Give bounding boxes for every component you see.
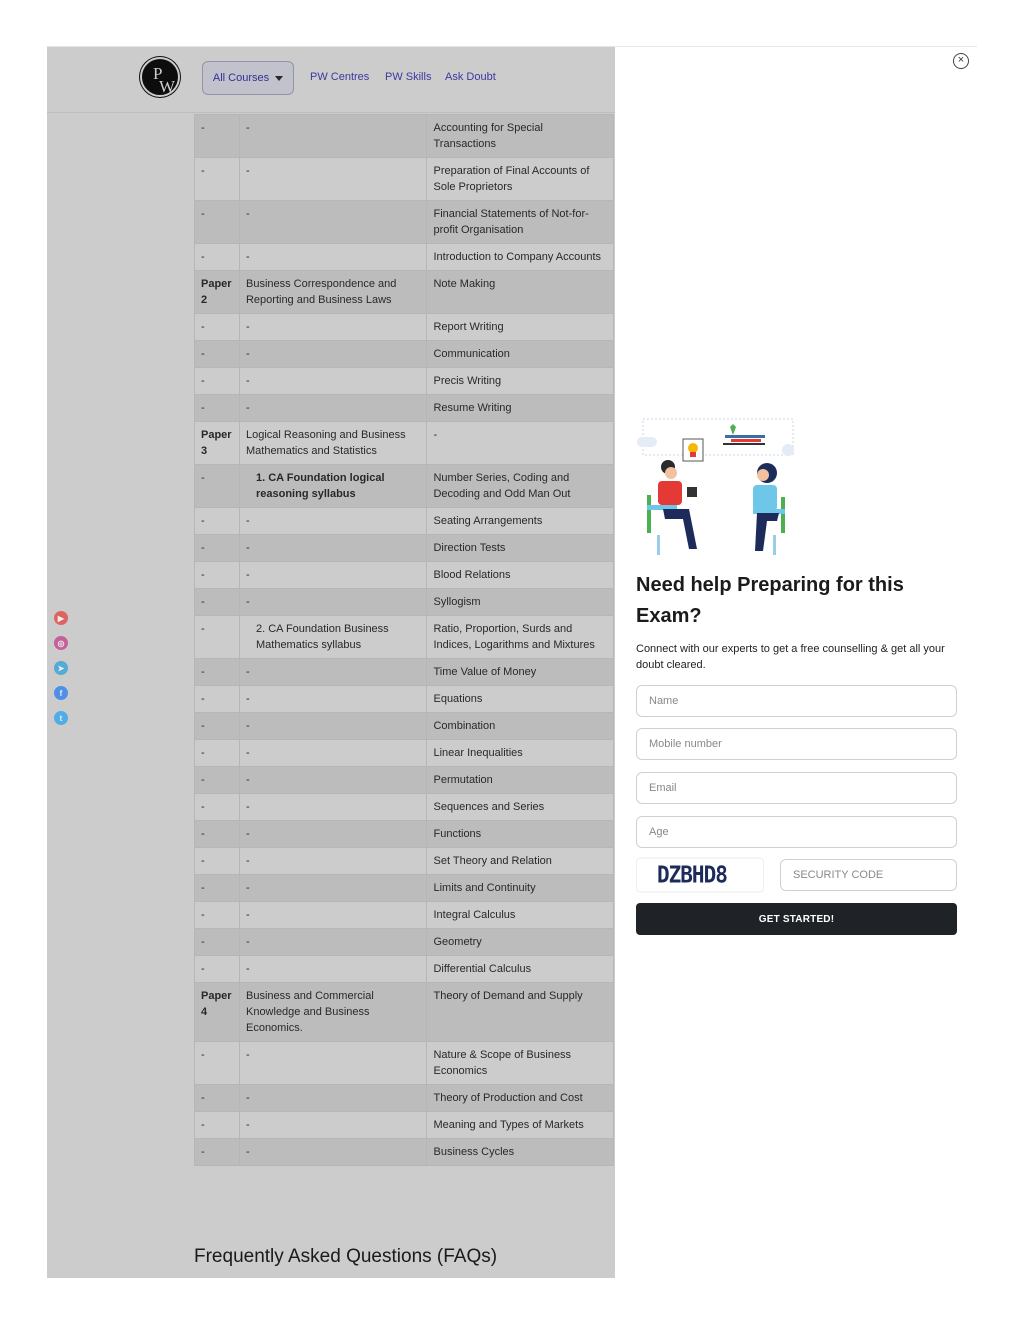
paper-cell: -: [195, 616, 240, 659]
subject-cell: -: [239, 314, 427, 341]
close-icon[interactable]: ×: [953, 53, 969, 69]
nav-link-ask-doubt[interactable]: Ask Doubt: [445, 71, 496, 83]
faq-heading: Frequently Asked Questions (FAQs): [194, 1246, 498, 1267]
table-row: [195, 271, 614, 314]
chevron-down-icon: [275, 76, 283, 81]
table-row: [195, 740, 614, 767]
paper-cell: -: [195, 659, 240, 686]
table-row: [195, 1139, 614, 1166]
counselling-modal: [615, 47, 977, 1278]
instagram-icon[interactable]: ◎: [54, 636, 68, 650]
topic-cell: Integral Calculus: [427, 902, 614, 929]
subject-cell: -: [239, 115, 427, 158]
table-row: [195, 535, 614, 562]
table-row: [195, 821, 614, 848]
twitter-icon[interactable]: t: [54, 711, 68, 725]
svg-text:W: W: [159, 77, 176, 96]
table-row: [195, 794, 614, 821]
paper-cell: -: [195, 902, 240, 929]
paper-cell: -: [195, 767, 240, 794]
subject-cell: -: [239, 395, 427, 422]
subject-cell: -: [239, 1112, 427, 1139]
table-row: [195, 983, 614, 1042]
subject-cell: -: [239, 244, 427, 271]
table-row: [195, 616, 614, 659]
table-row: [195, 368, 614, 395]
table-row: [195, 902, 614, 929]
table-row: [195, 201, 614, 244]
subject-cell: -: [239, 535, 427, 562]
subject-cell: Logical Reasoning and Business Mathematics and Statistics: [239, 422, 427, 465]
topic-cell: Report Writing: [427, 314, 614, 341]
facebook-icon[interactable]: f: [54, 686, 68, 700]
topic-cell: Theory of Production and Cost: [427, 1085, 614, 1112]
topic-cell: Set Theory and Relation: [427, 848, 614, 875]
subject-cell: -: [239, 686, 427, 713]
paper-cell: -: [195, 713, 240, 740]
topic-cell: Seating Arrangements: [427, 508, 614, 535]
subject-cell: -: [239, 794, 427, 821]
table-row: [195, 244, 614, 271]
subject-subheading: 2. CA Foundation Business Mathematics syllabus: [255, 623, 389, 651]
paper-cell: -: [195, 929, 240, 956]
paper-cell: -: [195, 875, 240, 902]
paper-cell: -: [195, 115, 240, 158]
topic-cell: Geometry: [427, 929, 614, 956]
age-input[interactable]: [636, 816, 957, 848]
topic-cell: Nature & Scope of Business Economics: [427, 1042, 614, 1085]
nav-link-pw-centres[interactable]: PW Centres: [310, 71, 370, 83]
paper-cell: -: [195, 686, 240, 713]
table-row: [195, 1085, 614, 1112]
subject-cell: Business and Commercial Knowledge and Business Economics.: [239, 983, 427, 1042]
paper-cell: -: [195, 535, 240, 562]
subject-cell: -: [239, 1042, 427, 1085]
topic-cell: Syllogism: [427, 589, 614, 616]
subject-cell: -: [239, 902, 427, 929]
table-row: [195, 767, 614, 794]
topic-cell: Meaning and Types of Markets: [427, 1112, 614, 1139]
topic-cell: Precis Writing: [427, 368, 614, 395]
paper-cell: -: [195, 740, 240, 767]
table-row: [195, 314, 614, 341]
subject-cell: -: [239, 956, 427, 983]
subject-cell: [239, 465, 427, 508]
paper-cell: -: [195, 395, 240, 422]
subject-subheading: 1. CA Foundation logical reasoning syllabus: [255, 472, 385, 500]
table-row: [195, 562, 614, 589]
nav-link-pw-skills[interactable]: PW Skills: [385, 71, 432, 83]
subject-cell: Business Correspondence and Reporting and Business Laws: [239, 271, 427, 314]
topic-cell: Preparation of Final Accounts of Sole Proprietors: [427, 158, 614, 201]
topic-cell: Accounting for Special Transactions: [427, 115, 614, 158]
table-row: [195, 956, 614, 983]
captcha-image: DZBHD8: [636, 857, 764, 892]
subject-cell: -: [239, 1139, 427, 1166]
paper-cell: -: [195, 848, 240, 875]
subject-cell: -: [239, 508, 427, 535]
modal-title: Need help Preparing for this Exam?: [636, 574, 904, 627]
table-row: [195, 422, 614, 465]
subject-cell: -: [239, 713, 427, 740]
paper-cell: -: [195, 1139, 240, 1166]
name-input[interactable]: [636, 685, 957, 717]
modal-subtitle: Connect with our experts to get a free counselling & get all your doubt cleared.: [636, 643, 945, 671]
mobile-input[interactable]: [636, 728, 957, 760]
table-row: [195, 115, 614, 158]
topic-cell: Note Making: [427, 271, 614, 314]
paper-cell: Paper 2: [195, 271, 240, 314]
paper-cell: -: [195, 794, 240, 821]
subject-cell: -: [239, 158, 427, 201]
topic-cell: Number Series, Coding and Decoding and Odd Man Out: [427, 465, 614, 508]
paper-cell: -: [195, 1042, 240, 1085]
telegram-icon[interactable]: ➤: [54, 661, 68, 675]
subject-cell: -: [239, 341, 427, 368]
get-started-button[interactable]: GET STARTED!: [636, 903, 957, 935]
paper-cell: -: [195, 158, 240, 201]
email-input[interactable]: [636, 772, 957, 804]
topic-cell: Equations: [427, 686, 614, 713]
subject-cell: -: [239, 368, 427, 395]
table-row: [195, 589, 614, 616]
table-row: [195, 1042, 614, 1085]
subject-cell: -: [239, 740, 427, 767]
paper-cell: -: [195, 244, 240, 271]
paper-cell: -: [195, 589, 240, 616]
paper-cell: -: [195, 314, 240, 341]
topic-cell: Combination: [427, 713, 614, 740]
topic-cell: Direction Tests: [427, 535, 614, 562]
table-row: [195, 929, 614, 956]
paper-cell: -: [195, 562, 240, 589]
paper-cell: -: [195, 508, 240, 535]
topic-cell: Introduction to Company Accounts: [427, 244, 614, 271]
paper-cell: Paper 3: [195, 422, 240, 465]
table-row: [195, 508, 614, 535]
svg-text:P: P: [153, 64, 163, 83]
subject-cell: -: [239, 201, 427, 244]
subject-cell: -: [239, 767, 427, 794]
topic-cell: Theory of Demand and Supply: [427, 983, 614, 1042]
pw-logo[interactable]: [140, 57, 180, 97]
topic-cell: Resume Writing: [427, 395, 614, 422]
topic-cell: -: [427, 422, 614, 465]
topic-cell: Differential Calculus: [427, 956, 614, 983]
table-row: [195, 686, 614, 713]
youtube-icon[interactable]: ▶: [54, 611, 68, 625]
table-row: [195, 158, 614, 201]
subject-cell: -: [239, 589, 427, 616]
subject-cell: -: [239, 1085, 427, 1112]
all-courses-label: All Courses: [212, 72, 270, 84]
topic-cell: Functions: [427, 821, 614, 848]
table-row: [195, 875, 614, 902]
background-page: [47, 47, 615, 1278]
all-courses-dropdown[interactable]: [202, 61, 294, 95]
subject-cell: -: [239, 929, 427, 956]
table-row: [195, 659, 614, 686]
paper-cell: -: [195, 201, 240, 244]
subject-cell: -: [239, 848, 427, 875]
paper-cell: -: [195, 1112, 240, 1139]
topic-cell: Linear Inequalities: [427, 740, 614, 767]
paper-cell: -: [195, 465, 240, 508]
topic-cell: Time Value of Money: [427, 659, 614, 686]
subject-cell: -: [239, 821, 427, 848]
table-row: [195, 395, 614, 422]
subject-cell: -: [239, 562, 427, 589]
topic-cell: Permutation: [427, 767, 614, 794]
syllabus-table: [194, 114, 614, 1166]
topic-cell: Ratio, Proportion, Surds and Indices, Logarithms and Mixtures: [427, 616, 614, 659]
table-row: [195, 848, 614, 875]
subject-cell: -: [239, 875, 427, 902]
table-row: [195, 341, 614, 368]
paper-cell: -: [195, 821, 240, 848]
subject-cell: [239, 616, 427, 659]
counselling-illustration: [635, 417, 801, 557]
paper-cell: -: [195, 1085, 240, 1112]
topic-cell: Financial Statements of Not-for-profit Organisation: [427, 201, 614, 244]
topic-cell: Blood Relations: [427, 562, 614, 589]
topic-cell: Business Cycles: [427, 1139, 614, 1166]
subject-cell: -: [239, 659, 427, 686]
topic-cell: Limits and Continuity: [427, 875, 614, 902]
table-row: [195, 465, 614, 508]
table-row: [195, 1112, 614, 1139]
paper-cell: -: [195, 956, 240, 983]
paper-cell: -: [195, 368, 240, 395]
paper-cell: Paper 4: [195, 983, 240, 1042]
security-code-input[interactable]: [780, 859, 957, 891]
site-header: [47, 47, 615, 113]
topic-cell: Sequences and Series: [427, 794, 614, 821]
topic-cell: Communication: [427, 341, 614, 368]
table-row: [195, 713, 614, 740]
social-links: [51, 611, 75, 736]
paper-cell: -: [195, 341, 240, 368]
